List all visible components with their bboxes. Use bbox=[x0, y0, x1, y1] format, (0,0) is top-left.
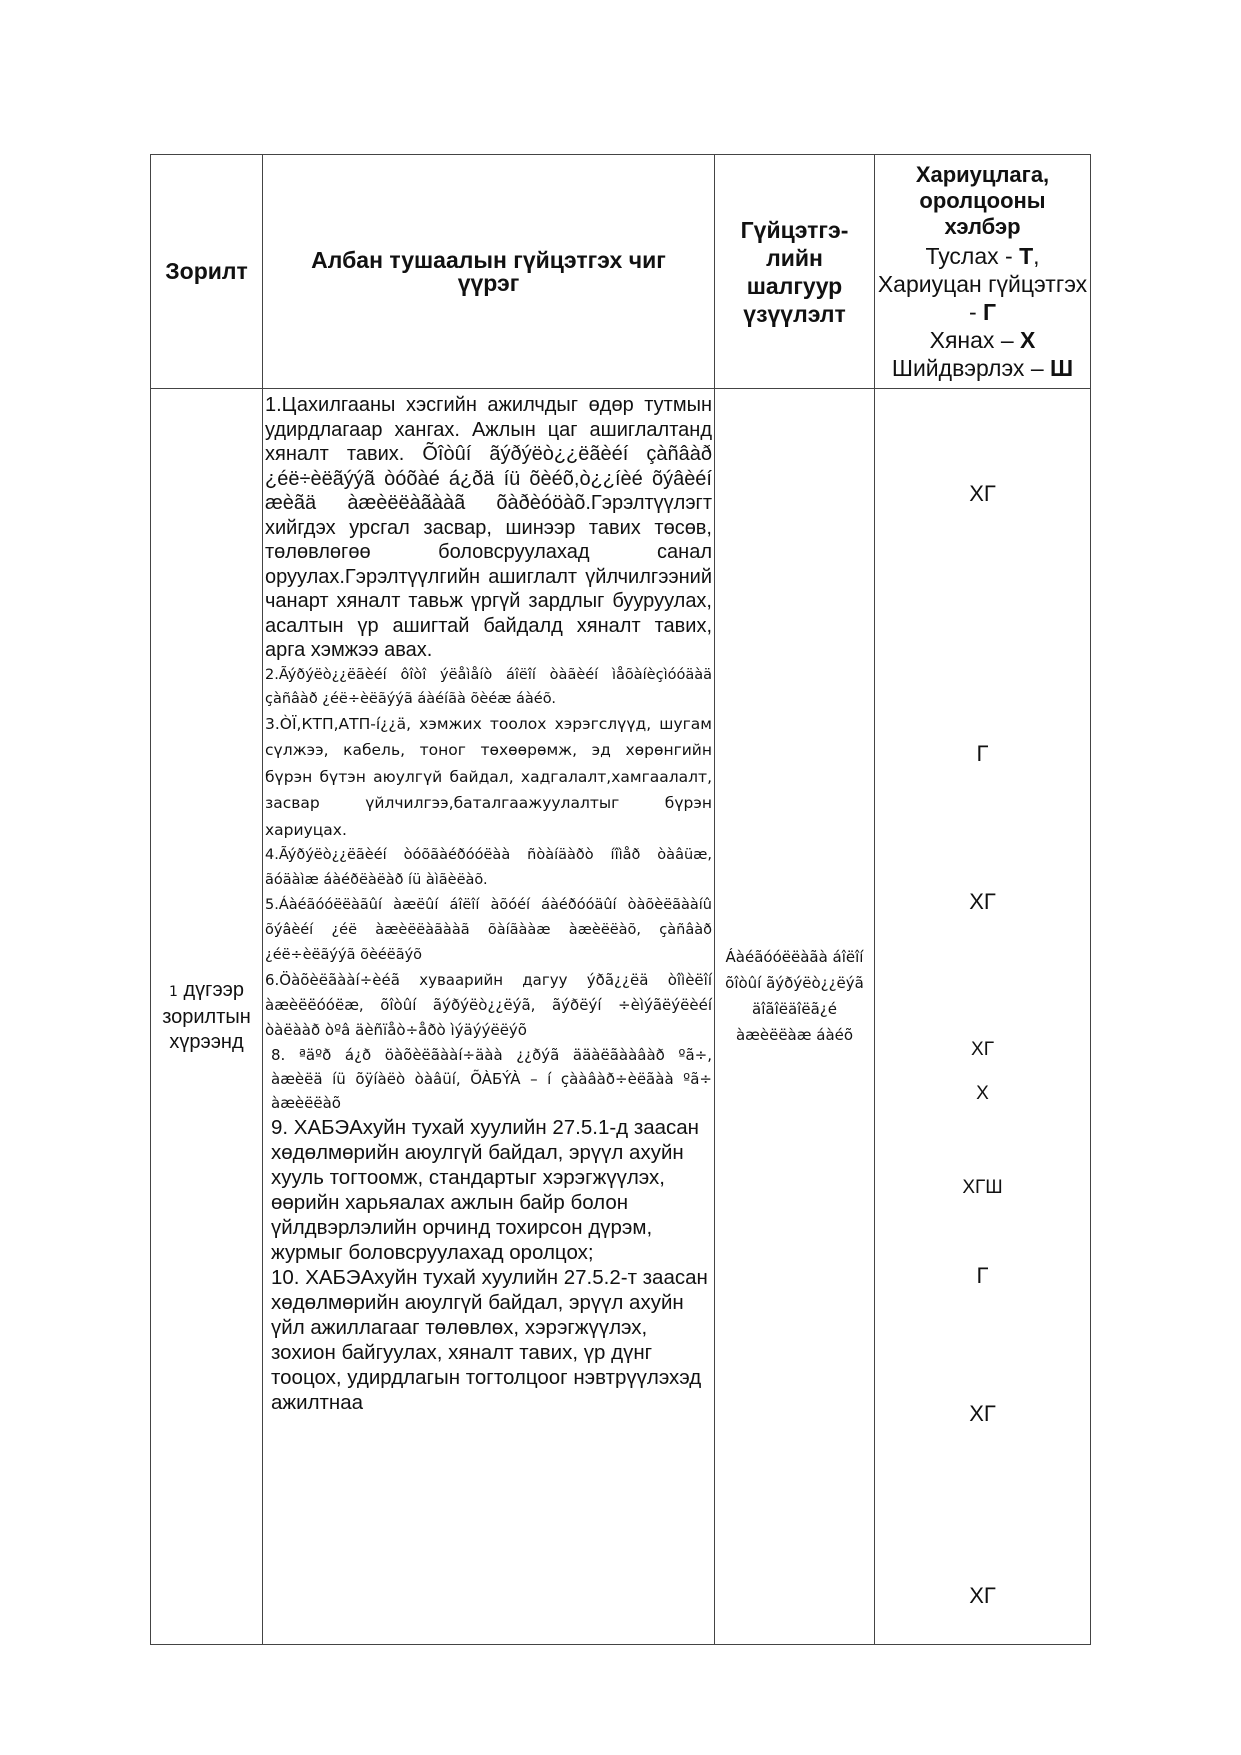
duty-item: 4.Ãýðýëò¿¿ëãèéí òóõãàéðóóëàà ñòàíäàðò íîìåð òàâüæ, ãóäàìæ áàéðëàëàð íü àìãèëàõ. bbox=[265, 847, 712, 888]
responsibility-code: Г bbox=[976, 1263, 989, 1288]
header-responsibility bbox=[875, 155, 1091, 389]
responsibility-code: ХГ bbox=[969, 1583, 996, 1608]
table-header-row bbox=[151, 155, 1091, 389]
responsibility-code: ХГ bbox=[969, 481, 996, 506]
duty-item: 8. ªäºð á¿ð öàõèëãààí÷äàà ¿¿ðýã ääàëãààâàð ºã÷, àæèëä íü õÿíàëò òàâüí, ÕÀБÝÀ – í çààâàð÷èëãàà ºã÷ àæèëëàõ bbox=[271, 1046, 712, 1112]
duty-item: 10. ХАБЭАхуйн тухай хуулийн 27.5.2-т заасан хөдөлмөрийн аюулгүй байдал, эрүүл ахуйн үйл ажиллагааг төлөвлөх, хэрэгжүүлэх, зохион байгуулах, хяналт тавих, үр дүнг тооцох, удирдлагын тогтолцоог нэвтрүүлэхэд ажилтнаа bbox=[271, 1266, 708, 1414]
duty-item: 9. ХАБЭАхуйн тухай хуулийн 27.5.1-д заасан хөдөлмөрийн аюулгүй байдал, эрүүл ахуйн хууль тогтоомж, стандартыг хэрэгжүүлэх, өөрийн харьяалах ажлын байр болон үйлдвэрлэлийн орчинд тохирсон дүрэм, журмыг боловсруулахад оролцох; bbox=[271, 1116, 700, 1264]
goal-cell bbox=[151, 389, 263, 1645]
responsibility-code: Г bbox=[976, 741, 989, 766]
responsibility-option: Шийдвэрлэх – Ш bbox=[891, 354, 1074, 381]
responsibility-option: Хариуцан гүйцэтгэх - Г bbox=[877, 270, 1088, 325]
criteria-cell bbox=[715, 389, 875, 1645]
duty-item: 5.Áàéãóóëëàãûí àæëûí áîëîí àõóéí áàéðóóäûí òàõèëãààíû õýâèéí ¿éë àæèëëàãààã õàíãààæ àæèëëàõ, çàñâàð ¿éë÷èëãýýã õèéëãýõ bbox=[265, 897, 712, 963]
responsibility-option: Хянах – Х bbox=[929, 326, 1036, 353]
responsibility-code: ХГ bbox=[969, 1401, 996, 1426]
header-criteria: Гүйцэтгэ-лийн шалгуур үзүүлэлт bbox=[715, 155, 875, 389]
responsibility-code: ХГ bbox=[969, 889, 996, 914]
responsibility-code: ХГ bbox=[971, 1039, 994, 1060]
header-duties: Албан тушаалын гүйцэтгэх чиг үүрэг bbox=[263, 155, 715, 389]
criteria-text: Áàéãóóëëàãà áîëîí õîòûí ãýðýëò¿¿ëýã äîãîëäîëã¿é àæèëëàæ áàéõ bbox=[725, 947, 864, 1044]
duty-item: 6.Öàõèëãààí÷èéã хуваарийн дагуу ýðã¿¿ëä òîìèëîí àæèëëóóëæ, õîòûí ãýðýëò¿¿ëýã, ãýðëýí ÷èìýãëýëèéí òàëààð òºâ äèñïåò÷åðò ìýäýýëëýõ bbox=[265, 971, 712, 1039]
goal-number: 1 bbox=[169, 984, 178, 1000]
responsibility-code: Х bbox=[976, 1083, 989, 1104]
responsibility-options bbox=[875, 240, 1090, 382]
duties-table bbox=[150, 154, 1091, 1645]
duty-item: 2.Ãýðýëò¿¿ëãèéí ôîòî ýëåìåíò áîëîí òàãèéí ìåõàíèçìóóäàä çàñâàð ¿éë÷èëãýýã áàéíãà õèéæ áàéõ. bbox=[265, 666, 712, 707]
responsibility-code: ХГШ bbox=[962, 1177, 1003, 1198]
responsibility-title: Хариуцлага, оролцооны хэлбэр bbox=[915, 161, 1050, 239]
duty-item: 1.Цахилгааны хэсгийн ажилчдыг өдөр тутмын удирдлагаар хангах. Ажлын цаг ашиглалтанд хяналт тавих. Õîòûí ãýðýëò¿¿ëãèéí çàñâàð ¿éë÷èëãýýã òóõàé á¿ðä íü õèéõ,ò¿¿íèé õýâèéí æèãä àæèëëàãààã õàðèóöàõ.Гэрэлтүүлэгт хийгдэх урсгал засвар, шинээр тавих төсөв, төлөвлөгөө боловсруулахад санал оруулах.Гэрэлтүүлгийн ашиглалт үйлчилгээний чанарт хяналт тавьж үргүй зардлыг бууруулах, асалтын үр ашигтай байдалд хяналт тавих, арга хэмжээ авах. bbox=[265, 394, 712, 661]
header-goal: Зорилт bbox=[151, 155, 263, 389]
duties-cell bbox=[263, 389, 715, 1645]
duty-item: 3.ÒÏ,КТП,АТП-í¿¿ä, хэмжих тоолох хэрэгслүүд, шугам сүлжээ, кабель, тоног төхөөрөмж, эд хөрөнгийн бүрэн бүтэн аюулгүй байдал, хадгалалт,хамгаалалт, засвар үйлчилгээ,баталгаажуулалтыг бүрэн хариуцах. bbox=[265, 714, 712, 839]
goal-text: дүгээр зорилтын хүрээнд bbox=[162, 979, 251, 1053]
table-row bbox=[151, 389, 1091, 1645]
responsibility-option: Туслах - Т, bbox=[925, 242, 1040, 269]
responsibility-cell bbox=[875, 389, 1091, 1645]
